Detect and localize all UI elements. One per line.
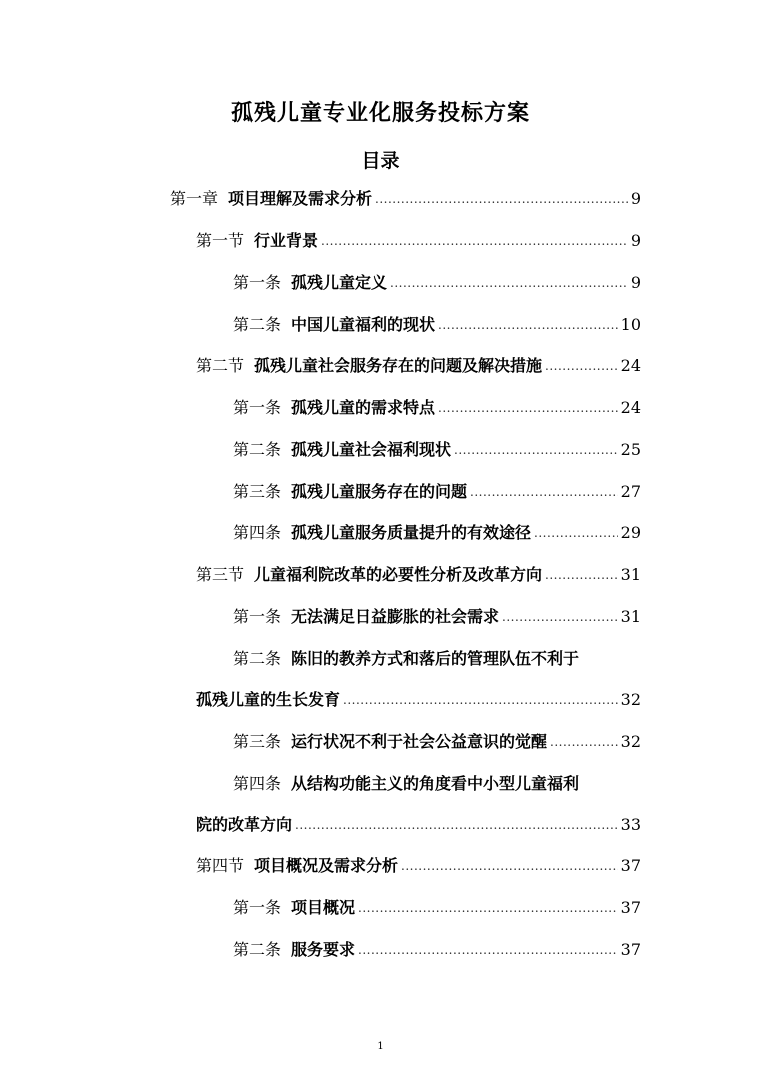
toc-entry-page: 25 bbox=[620, 440, 641, 459]
toc-entry-page: 9 bbox=[630, 273, 641, 292]
toc-entry-article[interactable] bbox=[233, 603, 641, 627]
toc-leader-dots bbox=[343, 694, 618, 706]
toc-entry-number: 第四条 bbox=[233, 523, 282, 542]
toc-entry-page: 37 bbox=[620, 898, 641, 917]
toc-entry-text: 项目概况及需求分析 bbox=[254, 856, 399, 875]
toc-entry-page: 32 bbox=[620, 690, 641, 709]
toc-leader-dots bbox=[534, 527, 618, 539]
toc-heading: 目录 bbox=[361, 150, 400, 172]
toc-entry-number: 第一节 bbox=[196, 231, 245, 250]
toc-entry-number: 第二条 bbox=[233, 649, 282, 668]
toc-entry-text: 从结构功能主义的角度看中小型儿童福利 bbox=[291, 774, 580, 793]
toc-entry-article[interactable] bbox=[233, 269, 641, 293]
toc-entry-page: 27 bbox=[620, 482, 641, 501]
toc-entry-article[interactable] bbox=[233, 728, 641, 752]
toc-entry-text: 项目理解及需求分析 bbox=[228, 189, 373, 208]
toc-entry-article[interactable] bbox=[233, 436, 641, 460]
toc-leader-dots bbox=[390, 277, 628, 289]
toc-entry-section[interactable] bbox=[196, 227, 641, 251]
toc-leader-dots bbox=[438, 319, 618, 331]
toc-entry-page: 31 bbox=[620, 607, 641, 626]
toc-leader-dots bbox=[438, 402, 618, 414]
toc-entry-article[interactable] bbox=[233, 478, 641, 502]
toc-entry-page: 37 bbox=[620, 940, 641, 959]
toc-entry-number: 第三节 bbox=[196, 565, 245, 584]
toc-entry-page: 24 bbox=[620, 356, 641, 375]
toc-entry-section[interactable] bbox=[196, 852, 641, 876]
toc-entry-text: 服务要求 bbox=[291, 940, 356, 959]
toc-entry-article[interactable] bbox=[233, 311, 641, 335]
toc-entry-text: 无法满足日益膨胀的社会需求 bbox=[291, 607, 500, 626]
toc-entry-text: 陈旧的教养方式和落后的管理队伍不利于 bbox=[291, 649, 580, 668]
toc-leader-dots bbox=[502, 611, 618, 623]
toc-entry-text-continued: 院的改革方向 bbox=[196, 815, 293, 834]
toc-entry-section[interactable] bbox=[196, 561, 641, 585]
toc-entry-number: 第二条 bbox=[233, 315, 282, 334]
toc-leader-dots bbox=[454, 444, 618, 456]
toc-entry-article[interactable] bbox=[233, 936, 641, 960]
toc-leader-dots bbox=[295, 819, 618, 831]
page-number: 1 bbox=[377, 1041, 384, 1052]
toc-entry-page: 32 bbox=[620, 732, 641, 751]
toc-entry-number: 第二节 bbox=[196, 356, 245, 375]
toc-entry-number: 第一条 bbox=[233, 273, 282, 292]
toc-entry-number: 第三条 bbox=[233, 732, 282, 751]
toc-entry-number: 第一条 bbox=[233, 607, 282, 626]
toc-leader-dots bbox=[545, 569, 618, 581]
toc-entry-article-continuation[interactable] bbox=[196, 811, 641, 835]
toc-entry-article[interactable] bbox=[233, 394, 641, 418]
toc-leader-dots bbox=[545, 360, 618, 372]
toc-entry-page: 31 bbox=[620, 565, 641, 584]
toc-entry-text: 孤残儿童社会福利现状 bbox=[291, 440, 452, 459]
toc-entry-text: 儿童福利院改革的必要性分析及改革方向 bbox=[254, 565, 543, 584]
toc-entry-article[interactable] bbox=[233, 894, 641, 918]
document-title: 孤残儿童专业化服务投标方案 bbox=[230, 101, 530, 126]
toc-entry-number: 第四条 bbox=[233, 774, 282, 793]
toc-entry-page: 33 bbox=[620, 815, 641, 834]
toc-entry-text: 运行状况不利于社会公益意识的觉醒 bbox=[291, 732, 548, 751]
toc-entry-article-first-line[interactable] bbox=[233, 770, 579, 794]
toc-entry-text-continued: 孤残儿童的生长发育 bbox=[196, 690, 341, 709]
toc-entry-text: 行业背景 bbox=[254, 231, 319, 250]
toc-leader-dots bbox=[470, 486, 618, 498]
toc-entry-chapter[interactable] bbox=[170, 185, 641, 209]
toc-entry-number: 第二条 bbox=[233, 940, 282, 959]
toc-leader-dots bbox=[321, 235, 628, 247]
toc-entry-section[interactable] bbox=[196, 352, 641, 376]
toc-entry-page: 37 bbox=[620, 856, 641, 875]
toc-entry-number: 第一条 bbox=[233, 398, 282, 417]
toc-entry-number: 第一条 bbox=[233, 898, 282, 917]
toc-entry-number: 第二条 bbox=[233, 440, 282, 459]
toc-entry-page: 29 bbox=[620, 523, 641, 542]
toc-entry-text: 孤残儿童社会服务存在的问题及解决措施 bbox=[254, 356, 543, 375]
toc-entry-page: 10 bbox=[620, 315, 641, 334]
toc-entry-number: 第一章 bbox=[170, 189, 219, 208]
toc-entry-text: 孤残儿童定义 bbox=[291, 273, 388, 292]
toc-leader-dots bbox=[550, 736, 618, 748]
toc-entry-article-continuation[interactable] bbox=[196, 686, 641, 710]
toc-entry-text: 孤残儿童服务质量提升的有效途径 bbox=[291, 523, 532, 542]
toc-entry-article[interactable] bbox=[233, 519, 641, 543]
toc-leader-dots bbox=[401, 860, 618, 872]
toc-entry-page: 9 bbox=[630, 231, 641, 250]
toc-entry-number: 第三条 bbox=[233, 482, 282, 501]
toc-entry-text: 孤残儿童的需求特点 bbox=[291, 398, 436, 417]
toc-entry-number: 第四节 bbox=[196, 856, 245, 875]
toc-entry-article-first-line[interactable] bbox=[233, 645, 579, 669]
toc-leader-dots bbox=[358, 902, 618, 914]
toc-entry-page: 9 bbox=[630, 189, 641, 208]
toc-entry-text: 项目概况 bbox=[291, 898, 356, 917]
toc-entry-text: 孤残儿童服务存在的问题 bbox=[291, 482, 468, 501]
toc-leader-dots bbox=[358, 944, 618, 956]
toc-leader-dots bbox=[375, 193, 628, 205]
toc-entry-page: 24 bbox=[620, 398, 641, 417]
toc-entry-text: 中国儿童福利的现状 bbox=[291, 315, 436, 334]
